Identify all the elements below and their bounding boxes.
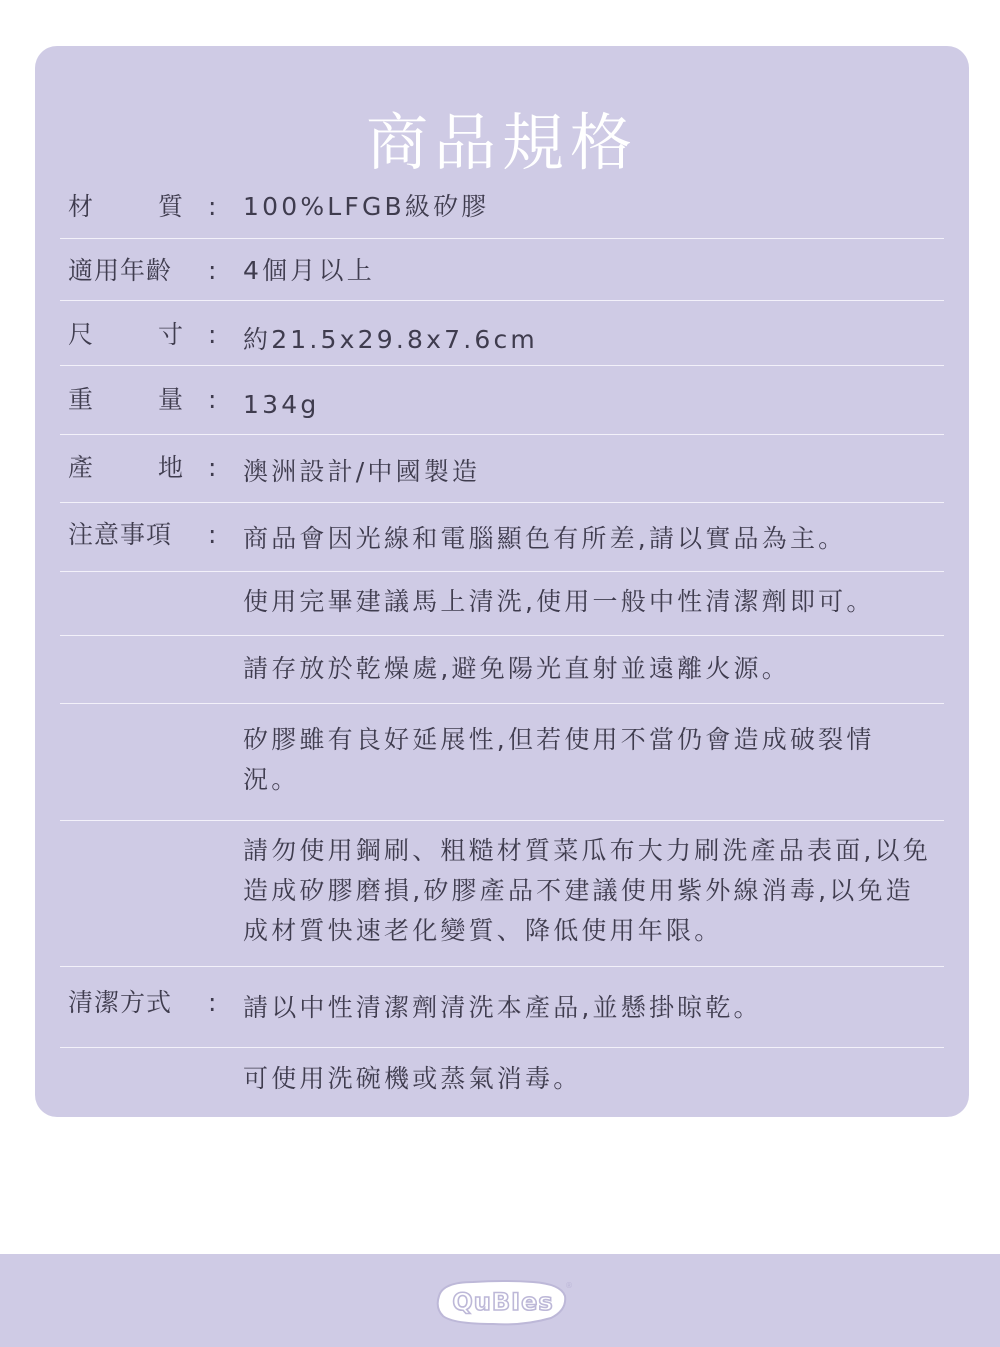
spec-label-cleaning: 清潔方式 [68,988,173,1017]
spec-row-note-5 [60,820,944,967]
spec-row-cleaning-2 [60,1047,944,1107]
spec-colon: : [208,385,217,414]
registered-mark: ® [565,1281,573,1290]
spec-label-part: 量 [157,385,186,414]
spec-label-notes: 注意事項 [68,520,173,549]
spec-value-size: 約21.5x29.8x7.6cm [243,325,538,354]
brand-logo [433,1276,573,1328]
spec-row-origin [60,434,944,503]
brand-logo-text: QuBIes [452,1288,554,1316]
spec-label-part: 產 [68,453,97,482]
spec-label-size [68,315,186,355]
spec-card [35,46,969,1117]
spec-value-material: 100%LFGB級矽膠 [243,192,490,221]
page-title: 商品規格 [365,106,638,179]
spec-label-material [68,187,186,227]
spec-row-note-4 [60,703,944,821]
spec-colon: : [208,988,217,1017]
note-item: 商品會因光線和電腦顯色有所差,請以實品為主。 [243,524,847,553]
spec-label-origin [68,448,186,488]
cleaning-item: 可使用洗碗機或蒸氣消毒。 [243,1064,582,1093]
spec-row-age [60,238,944,301]
note-item: 矽膠雖有良好延展性,但若使用不當仍會造成破裂情況。 [243,725,875,794]
spec-label-part: 寸 [157,320,186,349]
spec-row-cleaning [60,966,944,1048]
footer-bar [0,1254,1000,1347]
cleaning-item: 請以中性清潔劑清洗本產品,並懸掛晾乾。 [243,993,762,1022]
spec-value-weight: 134g [243,390,320,419]
spec-row-material [60,187,944,239]
spec-value-origin: 澳洲設計/中國製造 [243,457,481,486]
spec-colon: : [208,256,217,285]
spec-label-part: 地 [157,453,186,482]
spec-label-part: 尺 [68,320,97,349]
spec-label-part: 材 [68,192,97,221]
spec-label-part: 質 [157,192,186,221]
spec-row-size [60,300,944,366]
spec-value-age: 4個月以上 [243,256,375,285]
spec-label-part: 重 [68,385,97,414]
note-item: 使用完畢建議馬上清洗,使用一般中性清潔劑即可。 [243,587,875,616]
spec-row-note-3 [60,635,944,704]
spec-label-weight [68,380,186,420]
spec-colon: : [208,520,217,549]
spec-colon: : [208,453,217,482]
spec-colon: : [208,320,217,349]
note-item: 請存放於乾燥處,避免陽光直射並遠離火源。 [243,654,790,683]
spec-row-weight [60,365,944,435]
spec-colon: : [208,192,217,221]
spec-label-age: 適用年齡 [68,256,173,285]
note-item: 請勿使用鋼刷、粗糙材質菜瓜布大力刷洗產品表面,以免造成矽膠磨損,矽膠產品不建議使用紫外線消毒,以免造成材質快速老化變質、降低使用年限。 [243,836,931,945]
spec-row-notes [60,502,944,572]
spec-row-note-2 [60,571,944,636]
